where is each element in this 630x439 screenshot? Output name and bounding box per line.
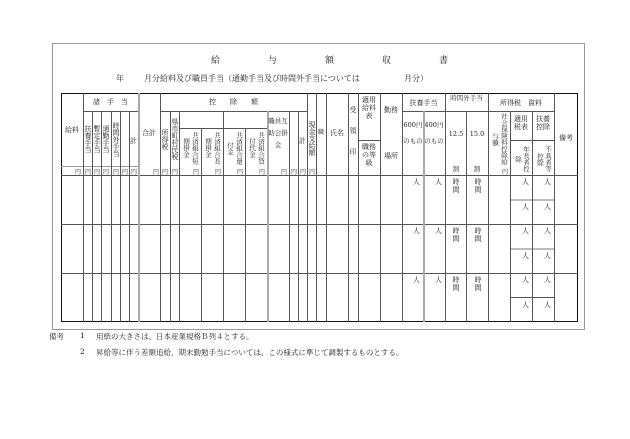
note-number: 2 <box>80 347 85 356</box>
header-elderly: 年長者控除 <box>514 146 530 172</box>
header-tax-table: 適用税表 <box>514 115 528 131</box>
row-dep-ded-bottom[interactable]: 人 <box>544 301 551 309</box>
row-dep-ded-bottom[interactable]: 人 <box>544 252 551 260</box>
row-dep-400[interactable]: 人 <box>435 178 442 186</box>
header-salary-table: 適用給料表 <box>362 96 376 120</box>
row-dep-400[interactable]: 人 <box>435 276 442 284</box>
header-staff-aid: 職員互助会掛金 <box>268 117 288 149</box>
header-deductions-subtotal: 計 <box>299 137 306 145</box>
header-total: 合計 <box>142 129 156 137</box>
row-dep-600[interactable]: 人 <box>413 178 420 186</box>
yen-unit: 円 <box>103 169 110 176</box>
header-remarks: 備考 <box>559 134 573 142</box>
yen-unit: 円 <box>309 169 316 176</box>
yen-unit: 円 <box>113 169 120 176</box>
title-char: 給 <box>211 56 221 66</box>
note-text: 用紙の大きさは、日本産業規格Ｂ列４とする。 <box>96 332 254 341</box>
header-mutual-repay: 共済組合還付金 <box>226 131 243 165</box>
header-allowances-subtotal: 計 <box>130 137 137 145</box>
row-ot-150[interactable]: 時間 <box>474 178 482 194</box>
header-ot-125: 12.5割 <box>448 130 464 173</box>
header-dep-deduction: 扶養控除 <box>536 115 550 131</box>
header-name: 氏名 <box>330 129 344 137</box>
header-disabled: 不具者等控除 <box>536 146 552 172</box>
row-dep-600[interactable]: 人 <box>413 276 420 284</box>
row-ot-125[interactable]: 時間 <box>452 178 460 194</box>
title-char: 額 <box>325 56 335 66</box>
row-tax-table-top[interactable]: 人 <box>522 227 529 235</box>
row-dep-ded-top[interactable]: 人 <box>544 276 551 284</box>
yen-unit: 円 <box>259 169 266 176</box>
header-commute-allowance: 通勤手当 <box>102 125 110 153</box>
yen-unit: 円 <box>193 169 200 176</box>
yen-unit: 円 <box>172 169 179 176</box>
row-dep-ded-top[interactable]: 人 <box>544 178 551 186</box>
header-income-tax: 所得税 <box>161 128 169 150</box>
yen-unit: 円 <box>162 169 169 176</box>
row-ot-125[interactable]: 時間 <box>452 276 460 292</box>
header-income-tax-group: 所得税 資料 <box>500 99 542 107</box>
row-tax-table-bottom[interactable]: 人 <box>522 252 529 260</box>
header-grade: 職務の等級 <box>362 143 376 167</box>
note-number: 1 <box>80 331 85 340</box>
row-dep-600[interactable]: 人 <box>413 227 420 235</box>
header-ot-150: 15.0割 <box>469 130 485 173</box>
header-resident-tax: 県市町村民税 <box>171 118 179 160</box>
header-place: 場所 <box>384 152 398 160</box>
header-mutual-loan: 共済組合貸付代金 <box>248 131 265 165</box>
yen-unit: 円 <box>94 169 101 176</box>
yen-unit: 円 <box>131 169 138 176</box>
header-overtime-group: 時間外手当 <box>450 94 483 102</box>
header-job: 職 <box>317 129 324 136</box>
yen-unit: 円 <box>237 169 244 176</box>
yen-unit: 円 <box>300 169 307 176</box>
header-receipt-seal: 受領印 <box>349 105 357 169</box>
header-mutual-short: 共済組合短期掛金 <box>182 131 199 165</box>
year-label: 年 <box>116 74 124 83</box>
row-dep-ded-top[interactable]: 人 <box>544 227 551 235</box>
header-allowances-group: 諸 手 当 <box>93 98 128 106</box>
header-social-insurance: 社会保険料控除給与額 <box>491 113 508 165</box>
yen-unit: 円 <box>291 169 298 176</box>
header-deductions-group: 控 除 額 <box>209 98 258 106</box>
header-dep-400: 400円のもの <box>424 121 444 145</box>
header-work: 勤務 <box>384 106 398 114</box>
row-tax-table-bottom[interactable]: 人 <box>522 301 529 309</box>
month-suffix: 月分） <box>404 74 428 83</box>
header-provisional-allowance: 暫定手当 <box>93 125 101 153</box>
yen-unit: 円 <box>85 169 92 176</box>
title-char: 収 <box>382 56 392 66</box>
row-ot-150[interactable]: 時間 <box>474 227 482 243</box>
row-ot-125[interactable]: 時間 <box>452 227 460 243</box>
header-salary: 給料 <box>65 126 79 134</box>
yen-unit: 円 <box>75 169 82 176</box>
row-dep-400[interactable]: 人 <box>435 227 442 235</box>
title-char: 与 <box>268 56 278 66</box>
subtitle-text: 月分給料及び職員手当（通勤手当及び時間外手当については <box>144 74 360 83</box>
header-dependents-group: 扶養手当 <box>409 99 438 107</box>
row-dep-ded-bottom[interactable]: 人 <box>544 203 551 211</box>
header-mutual-long: 共済組合長期掛金 <box>204 131 221 165</box>
header-dep-600: 600円のもの <box>403 121 423 145</box>
note-text: 昇給等に伴う差額追給、期末勤勉手当については、この様式に準じて調製するものとする。 <box>96 348 404 357</box>
notes-label: 備考 <box>49 332 64 341</box>
yen-unit: 円 <box>502 169 509 176</box>
yen-unit: 円 <box>215 169 222 176</box>
yen-unit: 円 <box>281 169 288 176</box>
row-ot-150[interactable]: 時間 <box>474 276 482 292</box>
row-tax-table-top[interactable]: 人 <box>522 178 529 186</box>
header-net-pay: 現金支給額 <box>308 120 316 156</box>
header-overtime-allowance: 時間外手当 <box>112 121 120 157</box>
yen-unit: 円 <box>122 169 129 176</box>
title-char: 書 <box>439 56 449 66</box>
row-tax-table-bottom[interactable]: 人 <box>522 203 529 211</box>
header-dependents-allowance: 扶養手当 <box>84 125 92 153</box>
yen-unit: 円 <box>153 169 160 176</box>
row-tax-table-top[interactable]: 人 <box>522 276 529 284</box>
